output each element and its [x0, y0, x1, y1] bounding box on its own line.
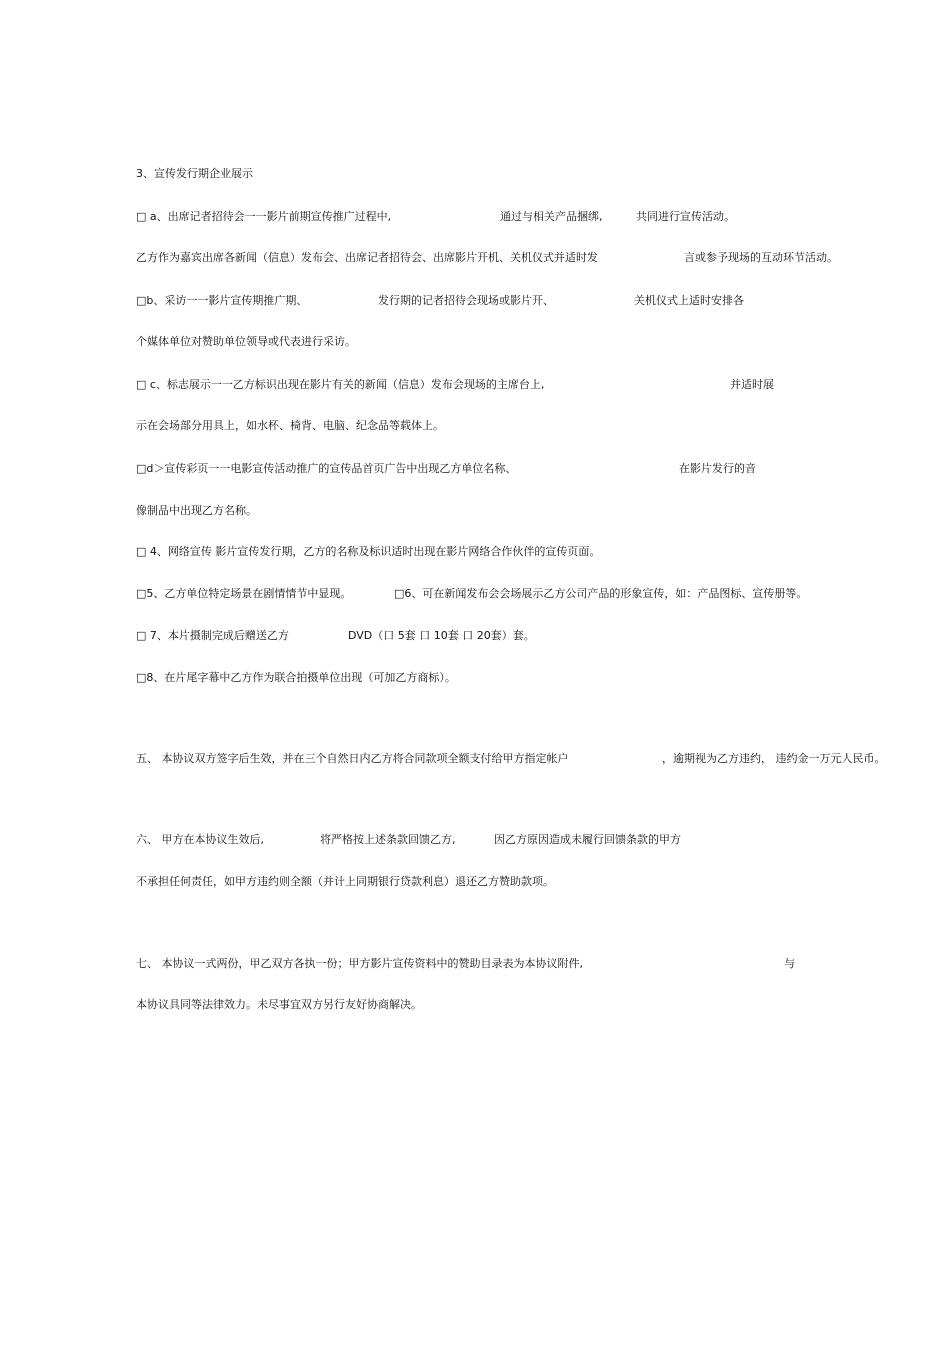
clause-b-text: 发行期的记者招待会现场或影片开、: [378, 294, 554, 307]
clause-a-text: 通过与相关产品捆绑,: [500, 210, 603, 223]
section-6-text: 六、 甲方在本协议生效后,: [136, 833, 264, 846]
section-5-text: 五、 本协议双方签字后生效，并在三个自然日内乙方将合同款项全额支付给甲方指定帐户: [136, 752, 569, 765]
heading-text: 3、宣传发行期企业展示: [136, 167, 253, 180]
section-6-text: 不承担任何责任，如甲方违约则全额（并计上同期银行贷款利息）退还乙方赞助款项。: [136, 875, 554, 888]
clause-7-dvd-text: DVD（口 5套 口 10套 口 20套）套。: [348, 629, 535, 642]
clause-d-text: 在影片发行的音: [679, 462, 756, 475]
clause-b-text: 个媒体单位对赞助单位领导或代表进行采访。: [136, 335, 356, 348]
clause-a-text: 言或参予现场的互动环节活动。: [684, 251, 838, 264]
clause-8-text: □8、在片尾字幕中乙方作为联合拍摄单位出现（可加乙方商标）。: [136, 671, 456, 684]
clause-b-text: □b、采访一一影片宣传期推广期、: [136, 294, 308, 307]
clause-a-text: 乙方作为嘉宾出席各新闻（信息）发布会、出席记者招待会、出席影片开机、关机仪式并适时发: [136, 251, 598, 264]
clause-c-text: 示在会场部分用具上，如水杯、椅背、电脑、纪念品等载体上。: [136, 419, 444, 432]
section-5-text: ，逾期视为乙方违约， 违约金一万元人民币。: [662, 752, 886, 765]
clause-5-text: □5、乙方单位特定场景在剧情情节中显现。: [136, 587, 352, 600]
section-6-text: 将严格按上述条款回馈乙方,: [320, 833, 456, 846]
section-7-text: 与: [784, 957, 795, 970]
clause-a-text: 共同进行宣传活动。: [636, 210, 735, 223]
clause-4-text: □ 4、网络宣传 影片宣传发行期，乙方的名称及标识适时出现在影片网络合作伙伴的宣传页面。: [136, 545, 601, 558]
clause-7-text: □ 7、本片摄制完成后赠送乙方: [136, 629, 289, 642]
section-7-text: 本协议具同等法律效力。未尽事宜双方另行友好协商解决。: [136, 998, 422, 1011]
section-6-text: 因乙方原因造成未履行回馈条款的甲方: [494, 833, 681, 846]
clause-6-text: □6、可在新闻发布会会场展示乙方公司产品的形象宣传，如：产品图标、宣传册等。: [394, 587, 808, 600]
section-7-text: 七、 本协议一式两份，甲乙双方各执一份；甲方影片宣传资料中的赞助目录表为本协议附件,: [136, 957, 583, 970]
clause-c-text: □ c、标志展示一一乙方标识出现在影片有关的新闻（信息）发布会现场的主席台上,: [136, 378, 545, 391]
clause-d-text: □d＞宣传彩页一一电影宣传活动推广的宣传品首页广告中出现乙方单位名称、: [136, 462, 517, 475]
clause-b-text: 关机仪式上适时安排各: [634, 294, 744, 307]
clause-d-text: 像制品中出现乙方名称。: [136, 504, 257, 517]
clause-c-text: 并适时展: [730, 378, 774, 391]
clause-a-text: □ a、出席记者招待会一一影片前期宣传推广过程中,: [136, 210, 392, 223]
